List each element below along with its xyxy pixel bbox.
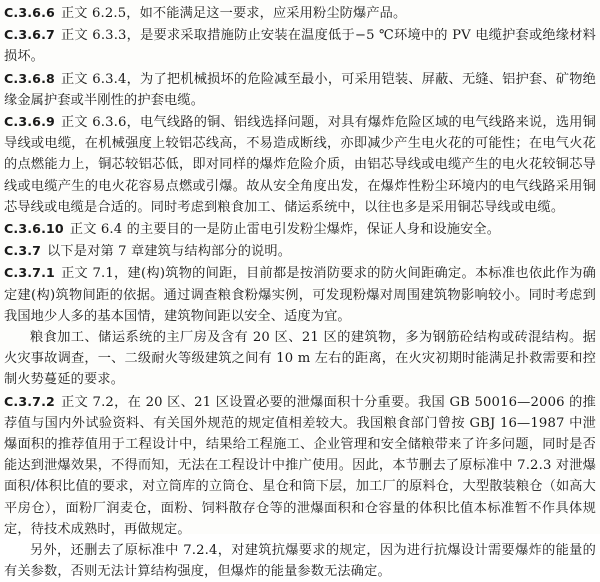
paragraph-c372 [4, 391, 596, 540]
clause-number: C.3.7 [4, 243, 42, 259]
paragraph-text: 以下是对第 7 章建筑与结构部分的说明。 [47, 244, 292, 260]
paragraph-c371 [4, 262, 596, 327]
clause-number: C.3.7.1 [4, 265, 55, 281]
paragraph-text: 正文 6.3.3，是要求采取措施防止安装在温度低于−5 ℃环境中的 PV 电缆护套或绝缘材料损坏。 [4, 28, 596, 65]
paragraph-text: 另外，还删去了原标准中 7.2.4，对建筑抗爆要求的规定，因为进行抗爆设计需要爆炸的能量的有关参数，否则无法计算结构强度，但爆炸的能量参数无法确定。 [4, 543, 596, 580]
clause-number: C.3.6.10 [4, 221, 64, 237]
clause-number: C.3.7.2 [4, 393, 55, 409]
paragraph-text: 正文 6.4 的主要目的一是防止雷电引发粉尘爆炸，保证人身和设施安全。 [69, 222, 501, 238]
paragraph-text: 正文 7.2，在 20 区、21 区设置必要的泄爆面积十分重要。我国 GB 50016—2006 的推荐值与国内外试验资料、有关国外规范的规定值相差较大。我国粮食部门曾按 GBJ 16—1987 中泄爆面积的推荐值用于工程设计中，结果给工程施工、企业管理和安全储粮带来了许多问题，同时是否能达到泄爆效果，不得而知，无法在工程设计中推广使用。因此，本节删去了原标准中 7.2.3 对泄爆面积/体积比值的要求，对立筒库的立筒仓、星仓和筒下层，加工厂的原料仓，大型散装粮仓（如高大平房仓），面粉厂润麦仓，面粉、饲料散存仓等的泄爆面积和仓容量的体积比值本标准暂不作具体规定，待技术成熟时，再做规定。 [4, 394, 596, 537]
paragraph-c368 [4, 68, 596, 111]
paragraph-c371-continued [4, 327, 596, 391]
clause-number: C.3.6.7 [4, 27, 55, 43]
clause-number: C.3.6.9 [4, 114, 55, 130]
paragraph-text: 粮食加工、储运系统的主厂房及含有 20 区、21 区的建筑物，多为钢筋砼结构或砖混结构。据火灾事故调查，一、二级耐火等级建筑之间有 10 m 左右的距离，在火灾初期时能满足扑救需要和控制火势蔓延的要求。 [4, 330, 596, 388]
paragraph-c367 [4, 24, 596, 67]
paragraph-c37 [4, 240, 596, 262]
paragraph-c369 [4, 111, 596, 218]
paragraph-text: 正文 6.3.4，为了把机械损坏的危险减至最小，可采用铠装、屏蔽、无缝、铝护套、矿物绝缘金属护套或半刚性的护套电缆。 [4, 71, 596, 108]
text-body [4, 2, 596, 582]
paragraph-c366 [4, 2, 596, 24]
clause-number: C.3.6.6 [4, 5, 55, 20]
paragraph-c3610 [4, 218, 596, 240]
paragraph-text: 正文 6.2.5，如不能满足这一要求，应采用粉尘防爆产品。 [60, 6, 407, 21]
paragraph-text: 正文 7.1，建(构)筑物的间距，目前都是按消防要求的防火间距确定。本标准也依此作为确定建(构)筑物间距的依据。通过调查粮食粉爆实例，可发现粉爆对周围建筑物影响较小。同时考虑到我国地少人多的基本国情，建筑物间距以安全、适度为宜。 [4, 266, 596, 324]
clause-number: C.3.6.8 [4, 70, 55, 86]
paragraph-c372-continued [4, 540, 596, 582]
paragraph-text: 正文 6.3.6，电气线路的铜、铝线选择问题，对具有爆炸危险区域的电气线路来说，选用铜导线或电缆，在机械强度上较铝芯线高，不易造成断线，亦即减少产生电火花的可能性；在电气火花的点燃能力上，铜芯较铝芯低，即对同样的爆炸危险介质，由铝芯导线或电缆产生的电火花较铜芯导线或电缆产生的电火花容易点燃或引爆。故从安全角度出发，在爆炸性粉尘环境内的电气线路采用铜芯导线或电缆是合适的。同时考虑到粮食加工、储运系统中，以往也多是采用铜芯导线或电缆。 [4, 115, 596, 215]
